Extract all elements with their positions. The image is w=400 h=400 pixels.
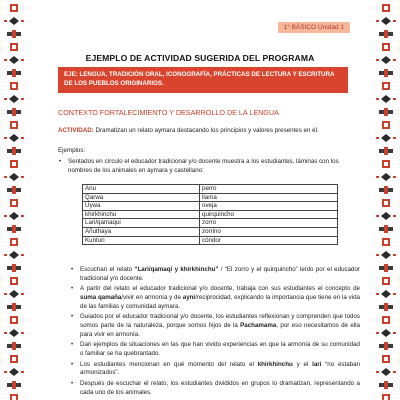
spanish-translation: zorrino xyxy=(200,227,338,236)
activity-line xyxy=(58,127,319,134)
step-item: • Guiados por el educador tradicional y/o docente, los estudiantes reflexionan y comprenden que todos somos parte de la naturaleza, porque somos hijos de la Pachamama, por eso necesitamos de ella para vivir en armonía. xyxy=(80,313,360,339)
aymara-term: Lari/qamaqui xyxy=(83,219,200,228)
aymara-term: Uywa xyxy=(83,202,200,211)
activity-text: Dramatizan un relato aymara destacando los principios y valores presentes en él. xyxy=(93,127,319,134)
spanish-translation: llama xyxy=(200,193,338,202)
grade-unit-badge: 1° BÁSICO Unidad 1 xyxy=(278,22,350,33)
vocabulary-row xyxy=(83,202,338,211)
intro-bullet: • Sentados en círculo el educador tradicional y/o docente muestra a los estudiantes, láminas con los nombres de los animales en aymara y castellano: xyxy=(68,158,354,175)
vocabulary-row xyxy=(83,236,338,245)
decorative-border-left xyxy=(0,0,28,400)
spanish-translation: quirquincho xyxy=(200,210,338,219)
spanish-translation: perro xyxy=(200,185,338,194)
vocabulary-table xyxy=(82,184,338,245)
vocabulary-row xyxy=(83,219,338,228)
step-item: • Dan ejemplos de situaciones en las que han vivido experiencias en que la armonía de su comunidad o familiar se ha quebrantado. xyxy=(80,341,360,358)
aymara-term: Anu xyxy=(83,185,200,194)
decorative-border-right xyxy=(372,0,400,400)
vocabulary-row xyxy=(83,185,338,194)
document-page xyxy=(30,0,370,400)
activity-label: ACTIVIDAD: xyxy=(58,127,94,134)
aymara-term: Añuthaya xyxy=(83,227,200,236)
spanish-translation: zorro xyxy=(200,219,338,228)
activity-steps-list xyxy=(80,266,360,399)
vocabulary-row xyxy=(83,193,338,202)
aymara-term: khirkhinchu xyxy=(83,210,200,219)
examples-label: Ejemplos: xyxy=(58,147,86,154)
step-item: • A partir del relato el educador tradicional y/o docente, trabaja con sus estudiantes el concepto de suma qamaña/vivir en armonía y de ayni/reciprocidad, explicando la importancia que tiene en la vida de las familias y comunidad aymara. xyxy=(80,285,360,311)
step-item: • Después de escuchar el relato, los estudiantes divididos en grupos lo dramatizan, representando a cada uno de los animales. xyxy=(80,380,360,397)
spanish-translation: oveja xyxy=(200,202,338,211)
vocabulary-row xyxy=(83,227,338,236)
page-title: EJEMPLO DE ACTIVIDAD SUGERIDA DEL PROGRAMA xyxy=(85,53,315,63)
step-item: • Escuchan el relato “Lari/qamaqi y khirkhinchu” / “El zorro y el quirquincho” leído por el educador tradicional y/o docente. xyxy=(80,266,360,283)
spanish-translation: cóndor xyxy=(200,236,338,245)
vocabulary-row xyxy=(83,210,338,219)
step-item: • Los estudiantes mencionan en qué momento del relato el khirkhinchu y el lari “no estaban armonizados”. xyxy=(80,361,360,378)
axis-banner: EJE: LENGUA, TRADICIÓN ORAL, ICONOGRAFÍA, PRÁCTICAS DE LECTURA Y ESCRITURA DE LOS PUEBLOS ORIGINARIOS. xyxy=(58,67,348,93)
aymara-term: Qarwa xyxy=(83,193,200,202)
context-heading: CONTEXTO FORTALECIMIENTO Y DESARROLLO DE LA LENGUA xyxy=(58,108,279,117)
aymara-term: Kunturi xyxy=(83,236,200,245)
